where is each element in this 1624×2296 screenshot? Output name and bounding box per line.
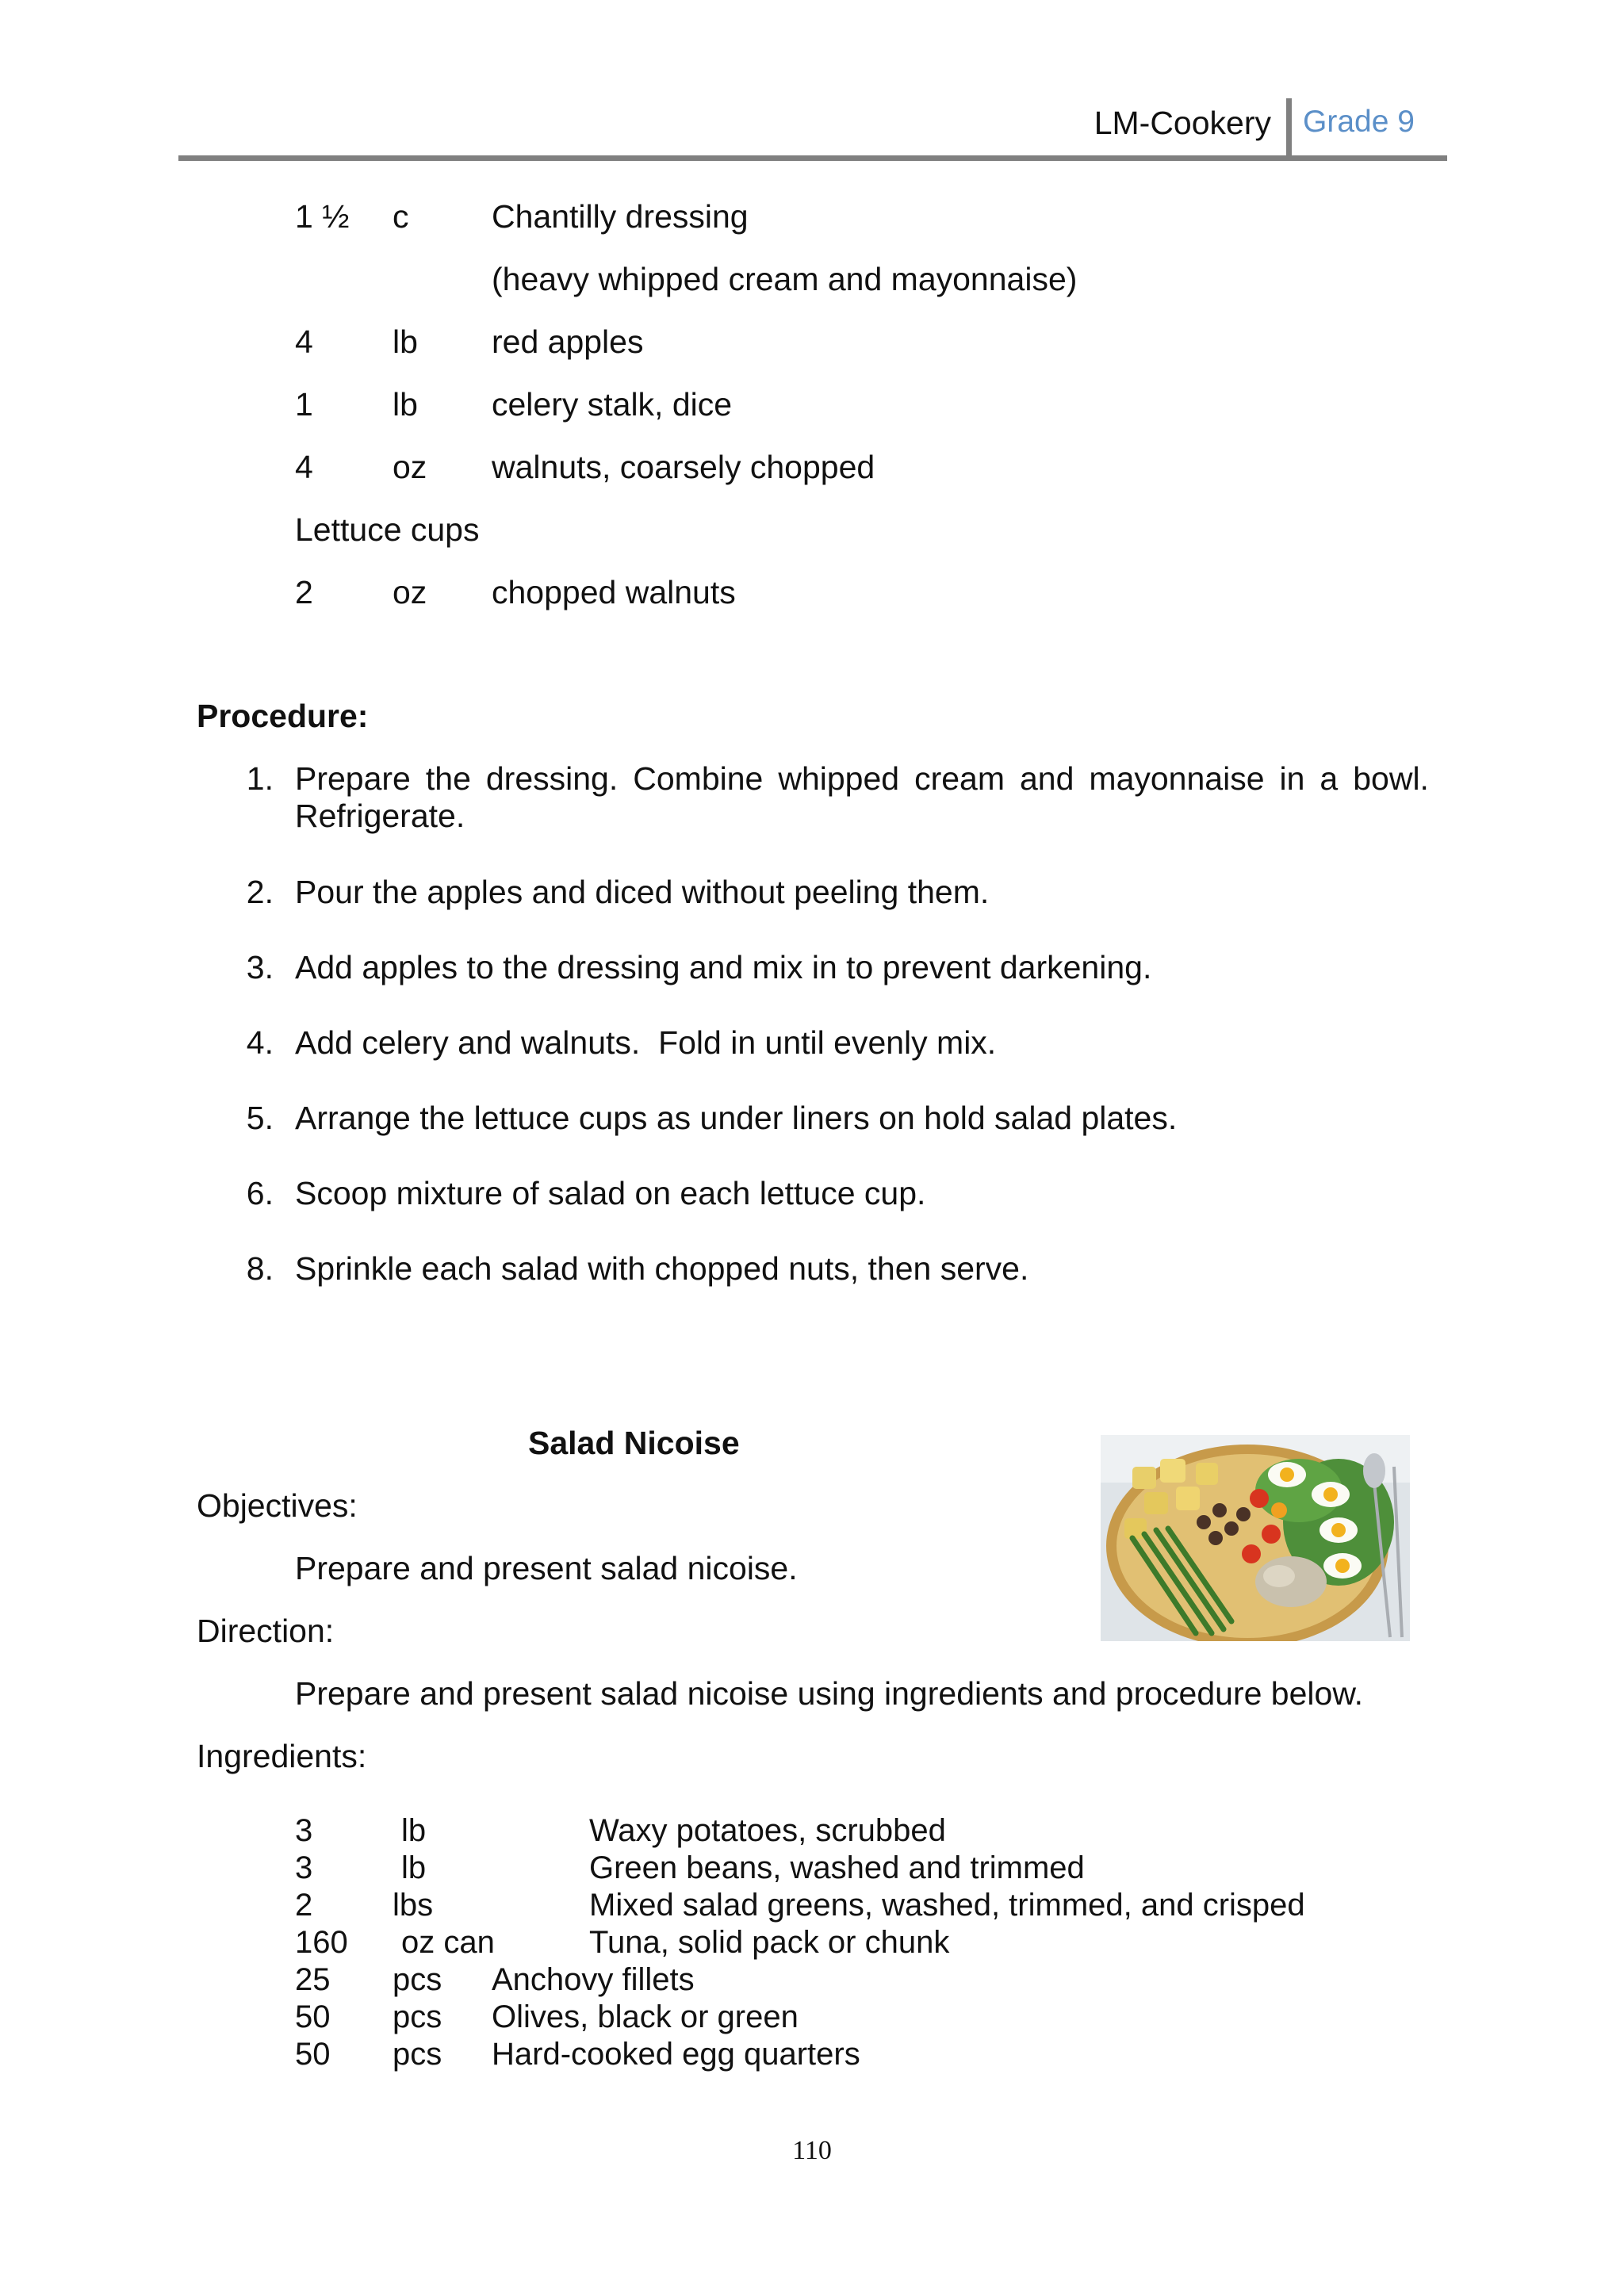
ingredient-qty: 1 ½ — [295, 198, 350, 235]
step-text: Sprinkle each salad with chopped nuts, then serve. — [295, 1250, 1029, 1287]
ingredient-qty: 160 — [295, 1925, 348, 1960]
ingredient-item: Green beans, washed and trimmed — [589, 1850, 1085, 1885]
ingredient-item: red apples — [492, 323, 644, 360]
ingredient-unit: pcs — [393, 1999, 442, 2034]
ingredient-item: Chantilly dressing — [492, 198, 749, 235]
ingredient-item: Mixed salad greens, washed, trimmed, and crisped — [589, 1888, 1305, 1923]
header-grade: Grade 9 — [1303, 105, 1415, 139]
step-text: Pour the apples and diced without peeling them. — [295, 874, 990, 910]
ingredient-item: celery stalk, dice — [492, 386, 733, 423]
ingredient-qty: 3 — [295, 1850, 313, 1885]
step-text: Prepare the dressing. Combine whipped cream and mayonnaise in a bowl. — [295, 760, 1429, 797]
ingredient-unit: c — [393, 198, 409, 235]
step-number: 5. — [246, 1100, 274, 1136]
step-number: 4. — [246, 1024, 274, 1061]
ingredient-item: walnuts, coarsely chopped — [492, 449, 875, 485]
step-number: 6. — [246, 1175, 274, 1211]
direction-text: Prepare and present salad nicoise using ingredients and procedure below. — [295, 1675, 1364, 1712]
step-text: Scoop mixture of salad on each lettuce cup. — [295, 1175, 926, 1211]
header-separator — [1286, 98, 1292, 159]
section-title: Salad Nicoise — [528, 1425, 740, 1461]
step-number: 2. — [246, 874, 274, 910]
salad-plate-icon — [1101, 1435, 1410, 1641]
step-number: 8. — [246, 1250, 274, 1287]
ingredient-qty: 50 — [295, 1999, 331, 2034]
ingredient-qty: 2 — [295, 1888, 313, 1923]
ingredient-item: (heavy whipped cream and mayonnaise) — [492, 261, 1078, 297]
ingredient-unit: pcs — [393, 1962, 442, 1997]
step-text: Add celery and walnuts. Fold in until evenly mix. — [295, 1024, 997, 1061]
step-text: Arrange the lettuce cups as under liners on hold salad plates. — [295, 1100, 1178, 1136]
step-number: 3. — [246, 949, 274, 985]
ingredient-item: Waxy potatoes, scrubbed — [589, 1813, 946, 1848]
step-number: 1. — [246, 760, 274, 797]
ingredient-qty: 25 — [295, 1962, 331, 1997]
ingredient-qty: 4 — [295, 323, 313, 360]
ingredient-unit: oz can — [401, 1925, 495, 1960]
ingredient-item: Hard-cooked egg quarters — [492, 2037, 860, 2072]
ingredient-unit: oz — [393, 574, 427, 610]
ingredient-unit: lb — [401, 1850, 427, 1885]
ingredient-item: chopped walnuts — [492, 574, 736, 610]
ingredient-qty: 4 — [295, 449, 313, 485]
ingredients-label: Ingredients: — [197, 1738, 367, 1774]
step-text: Add apples to the dressing and mix in to prevent darkening. — [295, 949, 1152, 985]
ingredient-unit: lbs — [393, 1888, 434, 1923]
ingredient-qty: Lettuce cups — [295, 511, 480, 548]
ingredient-unit: lb — [401, 1813, 427, 1848]
objectives-label: Objectives: — [197, 1487, 358, 1524]
ingredient-unit: lb — [393, 323, 418, 360]
page-number: 110 — [792, 2136, 832, 2165]
ingredient-qty: 2 — [295, 574, 313, 610]
objectives-text: Prepare and present salad nicoise. — [295, 1550, 798, 1586]
header-rule — [178, 155, 1447, 161]
ingredient-unit: lb — [393, 386, 418, 423]
ingredient-unit: oz — [393, 449, 427, 485]
ingredient-unit: pcs — [393, 2037, 442, 2072]
ingredient-item: Olives, black or green — [492, 1999, 799, 2034]
step-text-continued: Refrigerate. — [295, 798, 465, 834]
ingredient-item: Anchovy fillets — [492, 1962, 695, 1997]
ingredient-qty: 50 — [295, 2037, 331, 2072]
direction-label: Direction: — [197, 1613, 335, 1649]
header-title: LM-Cookery — [1094, 105, 1271, 141]
ingredient-qty: 1 — [295, 386, 313, 423]
ingredient-item: Tuna, solid pack or chunk — [589, 1925, 950, 1960]
procedure-heading: Procedure: — [197, 698, 369, 734]
ingredient-qty: 3 — [295, 1813, 313, 1848]
salad-nicoise-photo — [1101, 1435, 1410, 1641]
